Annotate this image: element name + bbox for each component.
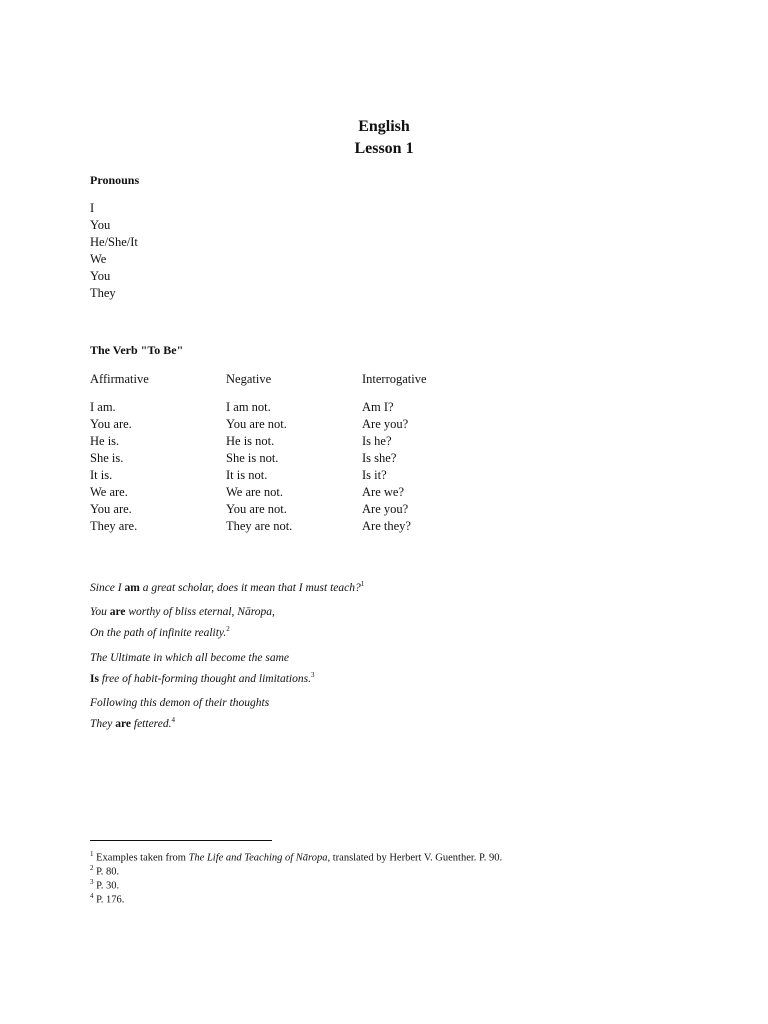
interrogative-form: Are you? [362, 502, 409, 516]
footnote-1 [90, 847, 502, 866]
footnote-separator [90, 840, 272, 841]
quote-verb: am [124, 581, 140, 594]
negative-form: We are not. [226, 485, 283, 499]
affirmative-form: It is. [90, 468, 113, 482]
footnote-ref[interactable]: 1 [360, 580, 365, 588]
book-title: The Life and Teaching of Nāropa [188, 852, 328, 864]
interrogative-column [362, 399, 411, 535]
quote-text: The Ultimate in which all become the same [90, 652, 289, 664]
footnote-ref[interactable]: 4 [171, 716, 175, 724]
pronoun-item: You [90, 218, 111, 232]
interrogative-form: Are you? [362, 417, 409, 431]
column-header-interrogative: Interrogative [362, 372, 427, 386]
footnote-text: Examples taken from [93, 852, 189, 864]
verb-heading: The Verb "To Be" [90, 343, 184, 357]
pronoun-item: They [90, 286, 116, 300]
quote-text: fettered. [131, 717, 172, 730]
quote-2-line-2 [90, 621, 230, 642]
interrogative-form: Is she? [362, 451, 397, 465]
footnote-number: 4 [90, 892, 94, 900]
negative-form: He is not. [226, 434, 275, 448]
footnote-number: 3 [90, 878, 94, 886]
footnote-text: P. 176. [93, 894, 125, 906]
negative-form: She is not. [226, 451, 279, 465]
interrogative-form: Is he? [362, 434, 392, 448]
quote-text: Since I [90, 581, 125, 594]
quote-text: Following this demon of their thoughts [90, 697, 270, 709]
page-subtitle: Lesson 1 [354, 140, 414, 157]
pronoun-item: We [90, 252, 107, 266]
affirmative-form: We are. [90, 485, 128, 499]
affirmative-form: They are. [90, 519, 138, 533]
negative-form: I am not. [226, 400, 271, 414]
interrogative-form: Am I? [362, 400, 394, 414]
interrogative-form: Are they? [362, 519, 411, 533]
quote-2-line-1 [90, 604, 275, 621]
affirmative-column [90, 399, 137, 535]
quote-text: On the path of infinite reality. [90, 626, 227, 639]
negative-form: It is not. [226, 468, 268, 482]
quote-4-line-2 [90, 712, 175, 733]
quote-4-line-1 [90, 695, 269, 712]
quote-3-line-2 [90, 667, 314, 688]
quote-text: worthy of bliss eternal, Nāropa, [125, 606, 275, 618]
pronoun-item: You [90, 269, 111, 283]
pronoun-item: He/She/It [90, 235, 138, 249]
interrogative-form: Is it? [362, 468, 387, 482]
footnote-number: 1 [90, 850, 94, 858]
quote-text: a great scholar, does it mean that I must teach? [139, 581, 361, 594]
interrogative-form: Are we? [362, 485, 404, 499]
pronoun-list [90, 200, 138, 302]
quote-verb: are [109, 606, 126, 618]
affirmative-form: He is. [90, 434, 120, 448]
quote-verb: Is [90, 672, 99, 685]
quote-text: free of habit-forming thought and limitations. [98, 672, 311, 685]
footnote-text: P. 30. [93, 880, 120, 892]
pronoun-item: I [90, 201, 95, 215]
footnote-number: 2 [90, 864, 94, 872]
footnote-text: , translated by Herbert V. Guenther. P. 90. [327, 852, 503, 864]
affirmative-form: You are. [90, 417, 132, 431]
footnote-text: P. 80. [93, 866, 120, 878]
negative-form: You are not. [226, 417, 287, 431]
footnote-ref[interactable]: 2 [226, 625, 230, 633]
column-header-negative: Negative [226, 372, 272, 386]
affirmative-form: She is. [90, 451, 124, 465]
quote-text: You [90, 606, 110, 618]
affirmative-form: I am. [90, 400, 116, 414]
footnote-4 [90, 889, 124, 908]
quote-text: They [90, 717, 116, 730]
quote-verb: are [115, 717, 131, 730]
quote-3-line-1 [90, 650, 289, 667]
affirmative-form: You are. [90, 502, 132, 516]
page-title: English [358, 118, 410, 135]
column-header-affirmative: Affirmative [90, 372, 149, 386]
negative-form: They are not. [226, 519, 293, 533]
quote-1 [90, 576, 364, 597]
pronouns-heading: Pronouns [90, 173, 140, 187]
negative-form: You are not. [226, 502, 287, 516]
footnote-ref[interactable]: 3 [310, 671, 315, 679]
negative-column [226, 399, 292, 535]
